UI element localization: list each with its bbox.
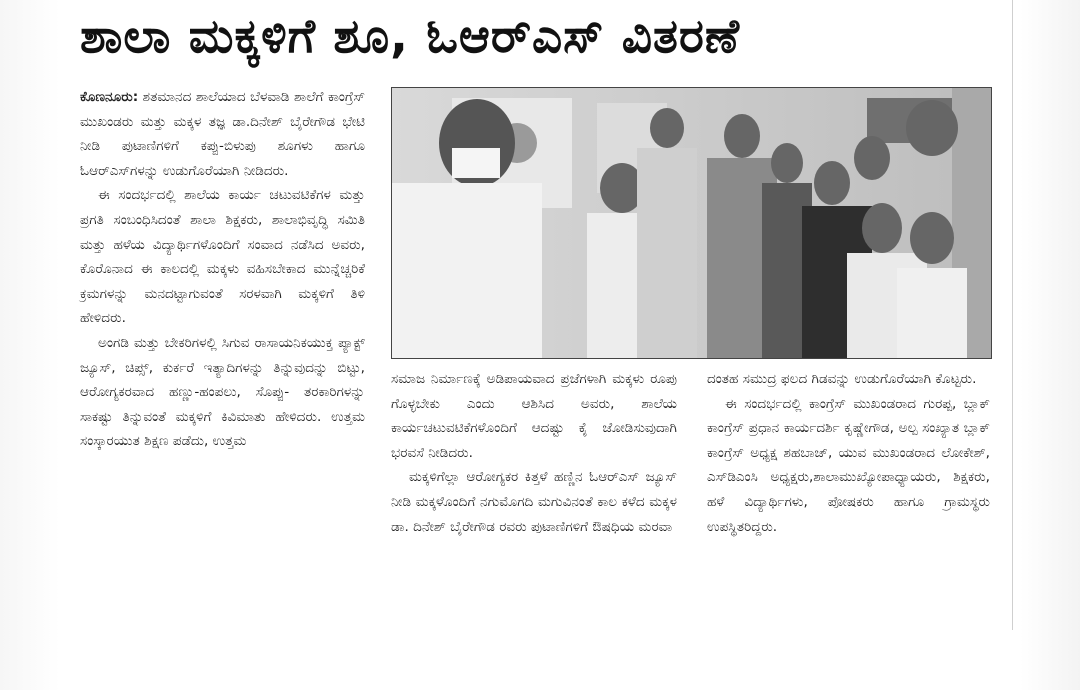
paragraph-text: ಶತಮಾನದ ಶಾಲೆಯಾದ ಬೆಳವಾಡಿ ಶಾಲೆಗೆ ಕಾಂಗ್ರೆಸ್ ಮುಖಂಡರು ಮತ್ತು ಮಕ್ಕಳ ತಜ್ಞ ಡಾ.ದಿನೇಶ್ ಬೈರೇಗೌಡ ಭೇಟಿ ನೀಡಿ ಪುಟಾಣಿಗಳಿಗೆ ಕಪ್ಪು-ಬಿಳುಪು ಶೂಗಳು ಹಾಗೂ ಓಆರ್‌ಎಸ್‌ಗಳನ್ನು ಉಡುಗೊರೆಯಾಗಿ ನೀಡಿದರು.	[80, 89, 365, 179]
dateline: ಕೊಣನೂರು:	[80, 89, 139, 105]
article-column-3	[707, 367, 990, 539]
article-column-2	[391, 367, 677, 539]
headline: ಶಾಲಾ ಮಕ್ಕಳಿಗೆ ಶೂ, ಓಆರ್‌ಎಸ್ ವಿತರಣೆ	[80, 9, 741, 64]
paragraph: ಅಂಗಡಿ ಮತ್ತು ಬೇಕರಿಗಳಲ್ಲಿ ಸಿಗುವ ರಾಸಾಯನಿಕಯುಕ್ತ ಪ್ಯಾಕ್ಟ್ ಜ್ಯೂಸ್, ಚಿಪ್ಸ್, ಕುರ್ಕರೆ ಇತ್ಯಾದಿಗಳನ್ನು ತಿನ್ನುವುದನ್ನು ಬಿಟ್ಟು, ಆರೋಗ್ಯಕರವಾದ ಹಣ್ಣು-ಹಂಪಲು, ಸೊಪ್ಪು- ತರಕಾರಿಗಳನ್ನು ಸಾಕಷ್ಟು ತಿನ್ನುವಂತೆ ಮಕ್ಕಳಿಗೆ ಕಿವಿಮಾತು ಹೇಳಿದರು. ಉತ್ತಮ ಸಂಸ್ಕಾರಯುತ ಶಿಕ್ಷಣ ಪಡೆದು, ಉತ್ತಮ	[80, 334, 365, 450]
paragraph: ಈ ಸಂದರ್ಭದಲ್ಲಿ ಶಾಲೆಯ ಕಾರ್ಯ ಚಟುವಟಿಕೆಗಳ ಮತ್ತು ಪ್ರಗತಿ ಸಂಬಂಧಿಸಿದಂತೆ ಶಾಲಾ ಶಿಕ್ಷಕರು, ಶಾಲಾಭಿವೃದ್ಧಿ ಸಮಿತಿ ಮತ್ತು ಹಳೆಯ ವಿದ್ಯಾರ್ಥಿಗಳೊಂದಿಗೆ ಸಂವಾದ ನಡೆಸಿದ ಅವರು, ಕೊರೊನಾದ ಈ ಕಾಲದಲ್ಲಿ ಮಕ್ಕಳು ವಹಿಸಬೇಕಾದ ಮುನ್ನೆಚ್ಚರಿಕೆ ಕ್ರಮಗಳನ್ನು ಮನದಟ್ಟಾಗುವಂತೆ ಸರಳವಾಗಿ ಮಕ್ಕಳಿಗೆ ತಿಳಿ ಹೇಳಿದರು.	[80, 187, 365, 327]
paragraph: ದಂತಹ ಸಮುದ್ರ ಫಲದ ಗಿಡವನ್ನು ಉಡುಗೊರೆಯಾಗಿ ಕೊಟ್ಟರು.	[707, 371, 977, 387]
news-photo	[391, 87, 992, 359]
photo-illustration	[392, 88, 991, 358]
paragraph: ಸಮಾಜ ನಿರ್ಮಾಣಕ್ಕೆ ಅಡಿಪಾಯವಾದ ಪ್ರಜೆಗಳಾಗಿ ಮಕ್ಕಳು ರೂಪು ಗೊಳ್ಳಬೇಕು ಎಂದು ಆಶಿಸಿದ ಅವರು, ಶಾಲೆಯ ಕಾರ್ಯಚಟುವಟಿಕೆಗಳೊಂದಿಗೆ ಆದಷ್ಟು ಕೈ ಜೋಡಿಸುವುದಾಗಿ ಭರವಸೆ ನೀಡಿದರು.	[391, 371, 677, 461]
column-divider	[1012, 0, 1013, 630]
paragraph	[80, 85, 365, 183]
paragraph: ಈ ಸಂದರ್ಭದಲ್ಲಿ ಕಾಂಗ್ರೆಸ್ ಮುಖಂಡರಾದ ಗುರಪ್ಪ, ಬ್ಲಾಕ್ ಕಾಂಗ್ರೆಸ್ ಪ್ರಧಾನ ಕಾರ್ಯದರ್ಶಿ ಕೃಷ್ಣೇಗೌಡ, ಅಲ್ಪ ಸಂಖ್ಯಾತ ಬ್ಲಾಕ್ ಕಾಂಗ್ರೆಸ್ ಅಧ್ಯಕ್ಷ ಶಹಬಾಜ್, ಯುವ ಮುಖಂಡರಾದ ಲೋಕೇಶ್, ಎಸ್‌ಡಿಎಂಸಿ ಅಧ್ಯಕ್ಷರು,ಶಾಲಾಮುಖ್ಯೋಪಾಧ್ಯಾಯರು, ಶಿಕ್ಷಕರು, ಹಳೆ ವಿದ್ಯಾರ್ಥಿಗಳು, ಪೋಷಕರು ಹಾಗೂ ಗ್ರಾಮಸ್ಥರು ಉಪಸ್ಥಿತರಿದ್ದರು.	[707, 395, 990, 535]
paragraph: ಮಕ್ಕಳಿಗೆಲ್ಲಾ ಆರೋಗ್ಯಕರ ಕಿತ್ತಳೆ ಹಣ್ಣಿನ ಓಆರ್‌ಎಸ್ ಜ್ಯೂಸ್ ನೀಡಿ ಮಕ್ಕಳೊಂದಿಗೆ ನಗುಮೊಗದಿ ಮಗುವಿನಂತೆ ಕಾಲ ಕಳೆದ ಮಕ್ಕಳ ಡಾ. ದಿನೇಶ್ ಬೈರೇಗೌಡ ರವರು ಪುಟಾಣಿಗಳಿಗೆ ಔಷಧಿಯ ಮರವಾ	[391, 469, 677, 535]
article-column-1	[80, 85, 365, 454]
